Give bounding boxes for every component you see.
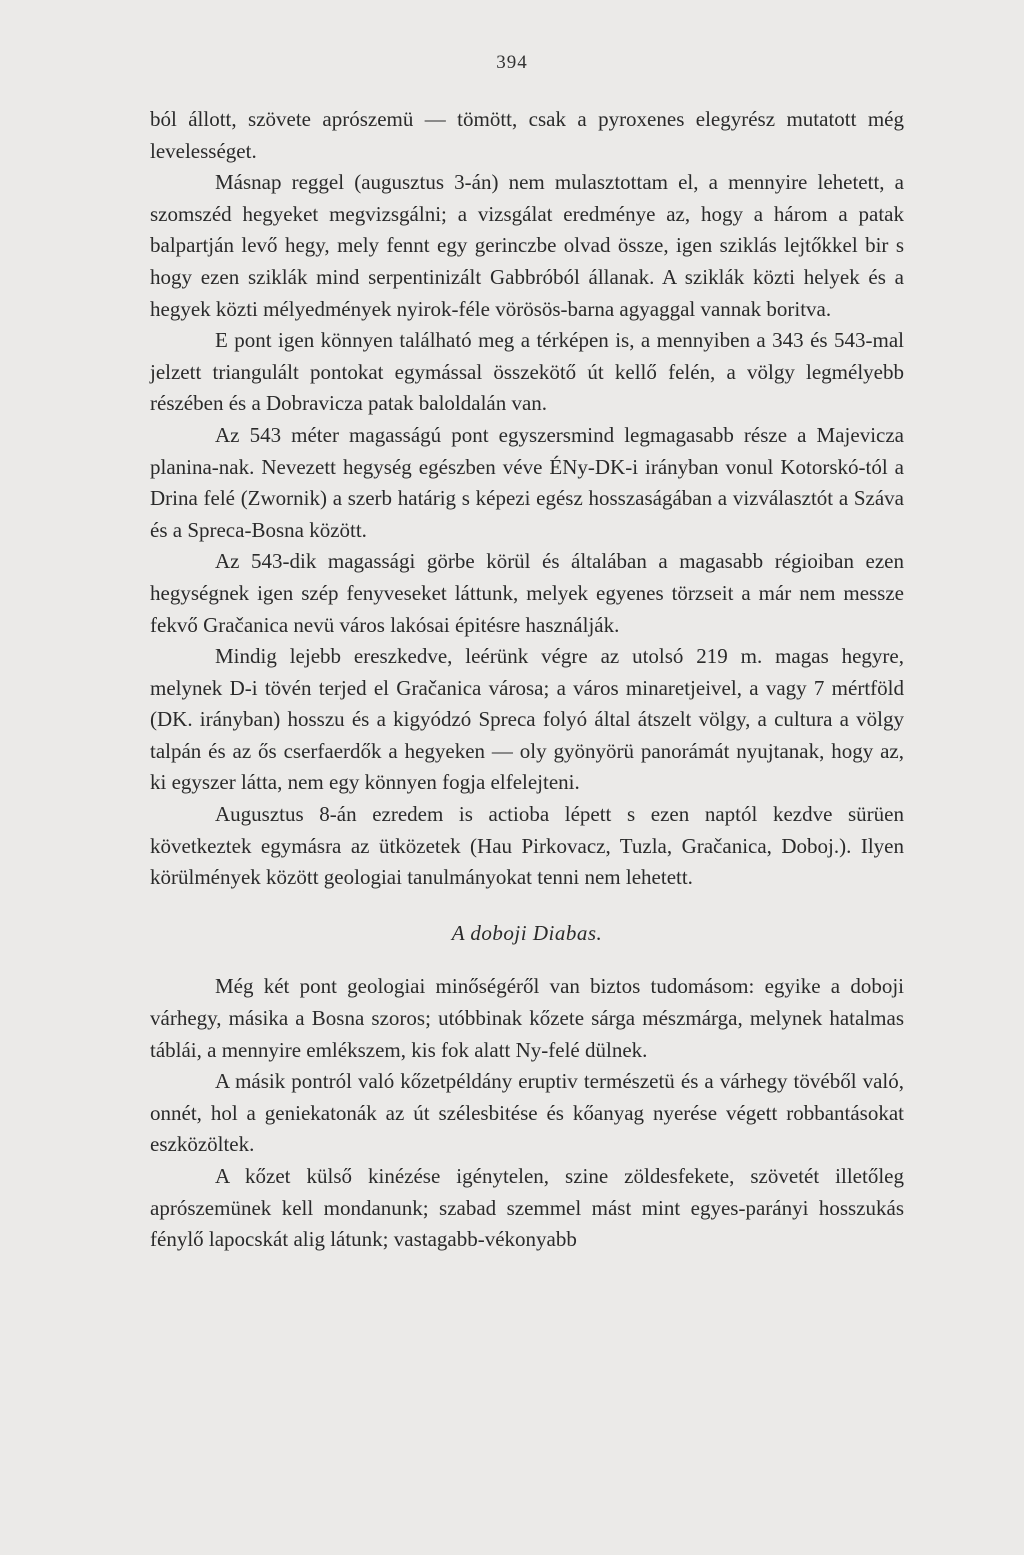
section-title: A doboji Diabas. (451, 920, 603, 945)
paragraph: Még két pont geologiai minőségéről van biztos tudomásom: egyike a doboji várhegy, másika a Bosna szoros; utóbbinak kőzete sárga mészmárga, melynek hatalmas táblái, a mennyire emlékszem, kis fok alatt Ny-felé dülnek. (150, 974, 904, 1062)
paragraph: Az 543-dik magassági görbe körül és általában a magasabb régioiban ezen hegységnek igen szép fenyveseket láttunk, melyek egyenes törzseit a már nem messze fekvő Gračanica nevü város lakósai épitésre használják. (150, 549, 904, 637)
page-body (150, 104, 904, 1256)
paragraph: Másnap reggel (augusztus 3-án) nem mulasztottam el, a mennyire lehetett, a szomszéd hegyeket megvizsgálni; a vizsgálat eredménye az, hogy a három a patak balpartján levő hegy, mely fennt egy gerinczbe olvad össze, igen sziklás lejtőkkel bir s hogy ezen sziklák mind serpentinizált Gabbróból állanak. A sziklák közti helyek és a hegyek közti mélyedmények nyirok-féle vörösös-barna agyaggal vannak boritva. (150, 170, 904, 321)
paragraph: Az 543 méter magasságú pont egyszersmind legmagasabb része a Majevicza planina-nak. Nevezett hegység egészben véve ÉNy-DK-i irányban vonul Kotorskó-tól a Drina felé (Zwornik) a szerb határig s képezi egész hosszaságában a vizválasztót a Száva és a Spreca-Bosna között. (150, 422, 904, 542)
paragraph: Augusztus 8-án ezredem is actioba lépett s ezen naptól kezdve sürüen következtek egymásra az ütközetek (Hau Pirkovacz, Tuzla, Gračanica, Doboj.). Ilyen körülmények között geologiai tanulmányokat tenni nem lehetett. (150, 802, 904, 890)
paragraph: Mindig lejebb ereszkedve, leérünk végre az utolsó 219 m. magas hegyre, melynek D-i tövén terjed el Gračanica városa; a város minaretjeivel, a vagy 7 mértföld (DK. irányban) hosszu és a kigyódzó Spreca folyó által átszelt völgy, a cultura a völgy talpán és az ős cserfaerdők a hegyeken — oly gyönyörü panorámát nyujtanak, hogy az, ki egyszer látta, nem egy könnyen fogja elfelejteni. (150, 644, 904, 795)
paragraph: A kőzet külső kinézése igénytelen, szine zöldesfekete, szövetét illetőleg aprószemünek kell mondanunk; szabad szemmel mást mint egyes-parányi hosszukás fénylő lapocskát alig látunk; vastagabb-vékonyabb (150, 1164, 904, 1252)
paragraph: ból állott, szövete aprószemü — tömött, csak a pyroxenes elegyrész mutatott még levelességet. (150, 107, 904, 163)
paragraph: E pont igen könnyen található meg a térképen is, a mennyiben a 343 és 543-mal jelzett triangulált pontokat egymással összekötő út kellő felén, a völgy legmélyebb részében és a Dobravicza patak baloldalán van. (150, 328, 904, 416)
paragraph: A másik pontról való kőzetpéldány eruptiv természetü és a várhegy tövéből való, onnét, hol a geniekatonák az út szélesbitése és kőanyag nyerése végett robbantásokat eszközöltek. (150, 1069, 904, 1157)
page-number: 394 (496, 52, 528, 73)
